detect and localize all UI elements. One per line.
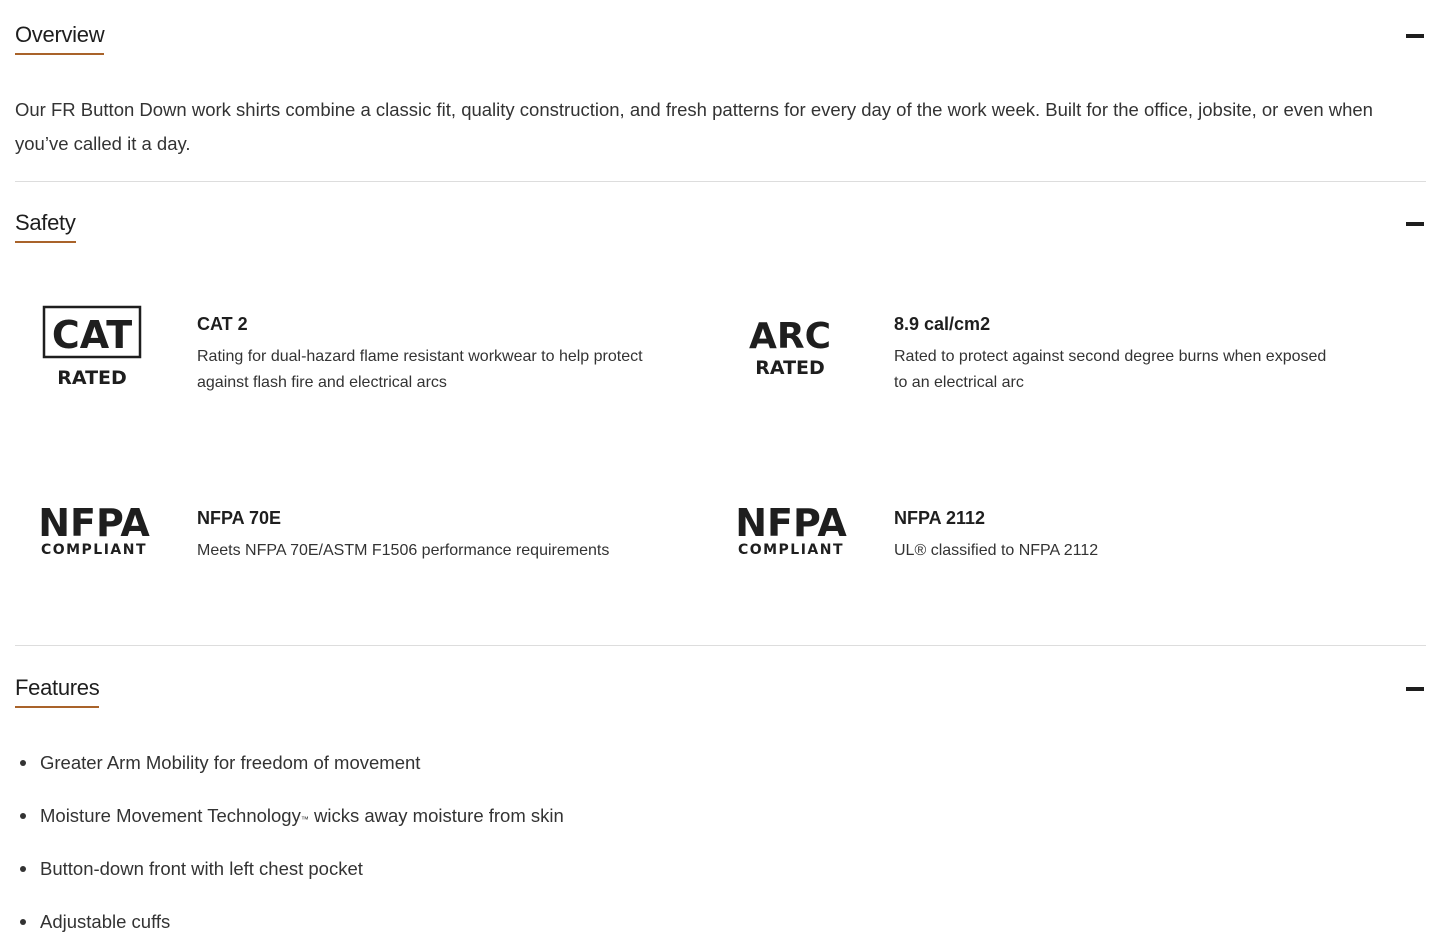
- safety-text: [197, 312, 647, 396]
- features-title[interactable]: Features: [15, 675, 99, 708]
- safety-item-nfpa-2112: [712, 494, 1352, 604]
- safety-header[interactable]: [15, 210, 1426, 246]
- feature-text: Adjustable cuffs: [40, 911, 171, 932]
- section-divider: [15, 645, 1426, 646]
- features-list: [15, 744, 564, 952]
- nfpa-logo-line2: COMPLIANT: [40, 542, 148, 558]
- safety-text: [894, 506, 1344, 564]
- feature-text: Button-down front with left chest pocket: [40, 858, 363, 879]
- nfpa-compliant-icon: [15, 494, 175, 594]
- arc-rated-logo-line2: RATED: [755, 357, 825, 379]
- arc-rated-logo-line1: ARC: [748, 316, 832, 357]
- bullet-icon: [20, 866, 26, 872]
- nfpa-logo-line2: COMPLIANT: [737, 542, 845, 558]
- trademark-symbol: ™: [300, 815, 309, 824]
- safety-item-nfpa-70e: [15, 494, 655, 604]
- overview-text: Our FR Button Down work shirts combine a classic fit, quality construction, and fresh patterns for every day of the work week. Built for the office, jobsite, or even when you’ve called it a day.: [15, 99, 1373, 154]
- safety-item-cat: [15, 300, 655, 410]
- features-header[interactable]: [15, 675, 1426, 711]
- safety-text: [197, 506, 647, 564]
- bullet-icon: [20, 760, 26, 766]
- list-item: [15, 744, 564, 797]
- feature-text: Moisture Movement Technology: [40, 805, 301, 826]
- safety-description: Meets NFPA 70E/ASTM F1506 performance requirements: [197, 542, 610, 559]
- safety-item-arc: [712, 300, 1352, 410]
- nfpa-logo-line1: NFPA: [38, 501, 150, 545]
- overview-collapse-button[interactable]: [1404, 28, 1426, 44]
- feature-text: Greater Arm Mobility for freedom of movement: [40, 752, 421, 773]
- cat-rated-logo-line1: CAT: [51, 313, 133, 357]
- features-collapse-button[interactable]: [1404, 681, 1426, 697]
- bullet-icon: [20, 813, 26, 819]
- bullet-icon: [20, 919, 26, 925]
- minus-icon: [1406, 222, 1424, 226]
- list-item: [15, 797, 564, 850]
- arc-rated-icon: [712, 300, 872, 400]
- safety-title[interactable]: Safety: [15, 210, 76, 243]
- nfpa-compliant-icon: [712, 494, 872, 594]
- safety-heading: NFPA 70E: [197, 508, 282, 528]
- safety-description: UL® classified to NFPA 2112: [894, 542, 1099, 559]
- safety-heading: CAT 2: [197, 314, 248, 334]
- safety-collapse-button[interactable]: [1404, 216, 1426, 232]
- section-divider: [15, 181, 1426, 182]
- overview-header[interactable]: [15, 22, 1426, 58]
- feature-text-rest: wicks away moisture from skin: [308, 805, 564, 826]
- list-item: [15, 850, 564, 903]
- safety-description: Rated to protect against second degree burns when exposed to an electrical arc: [894, 348, 1327, 391]
- safety-text: [894, 312, 1344, 396]
- minus-icon: [1406, 687, 1424, 691]
- safety-description: Rating for dual-hazard flame resistant workwear to help protect against flash fire and electrical arcs: [197, 348, 643, 391]
- minus-icon: [1406, 34, 1424, 38]
- overview-title[interactable]: Overview: [15, 22, 104, 55]
- cat-rated-logo-line2: RATED: [57, 367, 127, 389]
- safety-heading: NFPA 2112: [894, 508, 986, 528]
- nfpa-logo-line1: NFPA: [735, 501, 847, 545]
- list-item: [15, 903, 564, 952]
- safety-heading: 8.9 cal/cm2: [894, 314, 991, 334]
- cat-rated-icon: [15, 300, 175, 400]
